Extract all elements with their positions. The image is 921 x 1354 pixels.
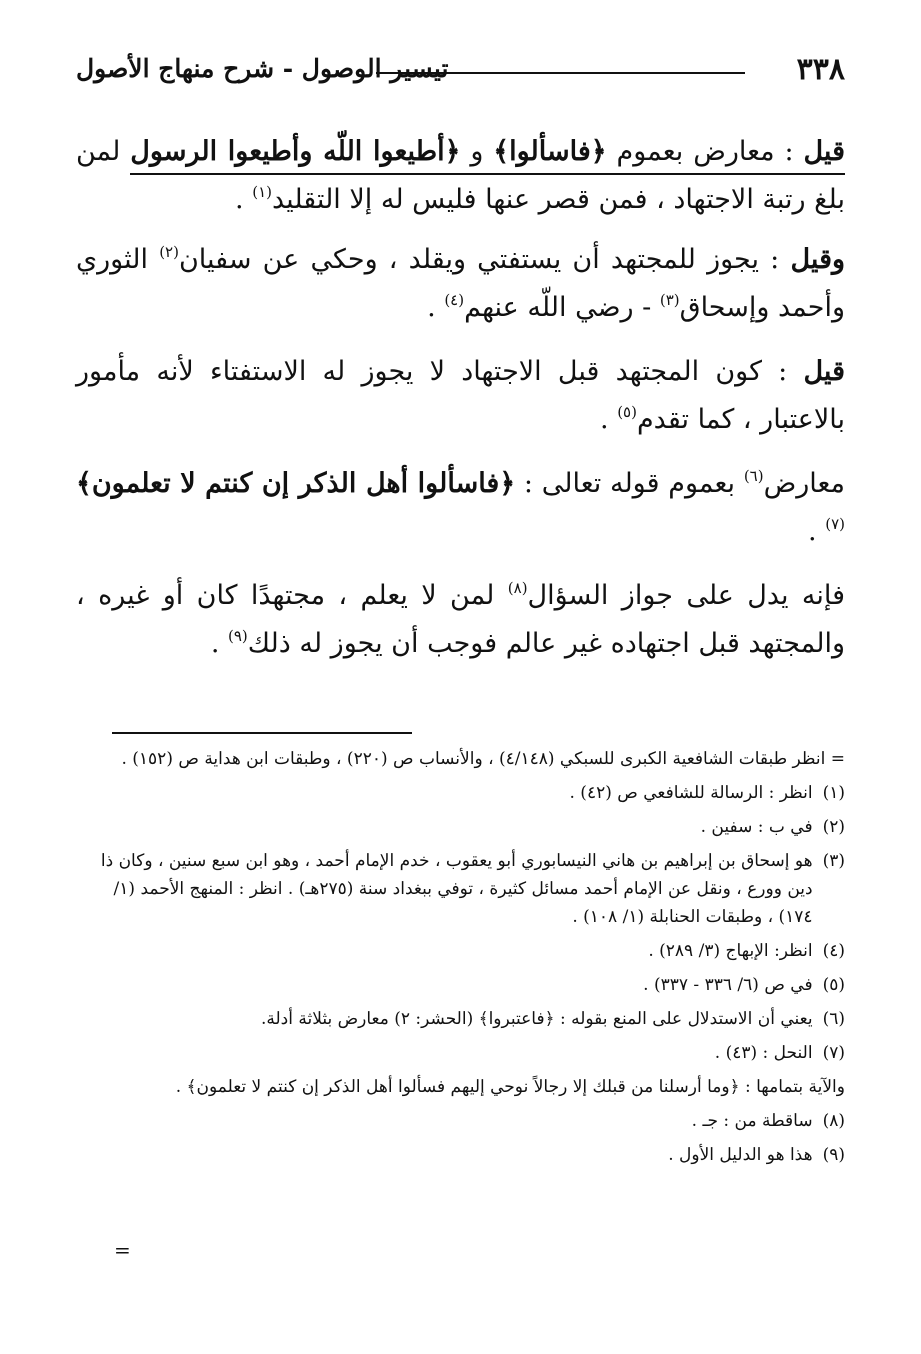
- paragraph-3: [76, 348, 845, 444]
- footnote-ref: (٦): [743, 467, 764, 485]
- text: : يجوز للمجتهد أن يستفتي ويقلد ، وحكي عن سفيان: [178, 244, 791, 275]
- footnote-text: النحل : (٤٣) .: [714, 1043, 813, 1063]
- footnote-6: [76, 1005, 845, 1033]
- text: : كون المجتهد قبل الاجتهاد لا يجوز له الاستفتاء لأنه مأمور بالاعتبار ، كما تقدم: [76, 356, 845, 435]
- quran-quote: ﴿فاسألوا﴾: [493, 136, 607, 167]
- footnote-2: [76, 813, 845, 841]
- text: و: [460, 136, 494, 167]
- footnote-number: (٧): [822, 1043, 845, 1063]
- keyword-waqil: وقيل: [790, 244, 846, 275]
- footnote-number: (٦): [822, 1009, 845, 1029]
- footnote-ref: (٤): [444, 291, 465, 309]
- footnote-7-verse: والآية بتمامها : ﴿وما أرسلنا من قبلك إلا رجالاً نوحي إليهم فسألوا أهل الذكر إن كنتم لا تعلمون﴾ .: [175, 1077, 845, 1097]
- footnote-ref: (٨): [507, 579, 528, 597]
- text: فإنه يدل على جواز السؤال: [527, 580, 845, 611]
- footnote-text: انظر: الإبهاج (٣/ ٢٨٩) .: [648, 941, 813, 961]
- paragraph-1: [76, 128, 845, 224]
- footnote-text: هذا هو الدليل الأول .: [668, 1145, 813, 1165]
- text: الثوري وأحمد وإسحاق: [76, 244, 845, 323]
- text: .: [427, 292, 445, 323]
- paragraph-5: [76, 572, 845, 668]
- footnote-text: يعني أن الاستدلال على المنع بقوله : ﴿فاعتبروا﴾ (الحشر: ٢) معارض بثلاثة أدلة.: [260, 1009, 813, 1029]
- footnote-8: [76, 1107, 845, 1135]
- text: .: [808, 516, 826, 547]
- text: .: [210, 628, 228, 659]
- text: - رضي اللّه عنهم: [464, 292, 660, 323]
- footnote-9: [76, 1141, 845, 1169]
- footnote-5: [76, 971, 845, 999]
- footnote-number: (٥): [822, 975, 845, 995]
- footnote-separator: [112, 732, 412, 734]
- text: لمن لا يعلم ، مجتهدًا كان أو غيره ، والمجتهد قبل اجتهاده غير عالم فوجب أن يجوز له ذلك: [76, 580, 845, 659]
- text: لمن بلغ رتبة الاجتهاد ، فمن قصر عنها فليس له إلا التقليد: [76, 136, 845, 215]
- keyword-qil: قيل: [803, 356, 845, 387]
- text: .: [600, 404, 618, 435]
- footnote-number: (٨): [822, 1111, 845, 1131]
- footnote-number: (٩): [822, 1145, 845, 1165]
- footnote-text: انظر : الرسالة للشافعي ص (٤٢) .: [569, 783, 813, 803]
- footnote-ref: (٣): [659, 291, 680, 309]
- paragraph-2: [76, 236, 845, 332]
- footnote-ref: (٢): [159, 243, 179, 261]
- footnote-3: [76, 847, 845, 931]
- footnote-1: [76, 779, 845, 807]
- footnote-text: ساقطة من : جـ .: [691, 1111, 813, 1131]
- footnote-number: (١): [822, 783, 845, 803]
- text: بعموم قوله تعالى :: [515, 468, 744, 499]
- footnote-text: في ب : سفين .: [700, 817, 813, 837]
- quran-quote: ﴿أطيعوا اللّه وأطيعوا الرسول: [130, 136, 461, 167]
- footnotes: [76, 745, 845, 1175]
- footnote-number: (٢): [822, 817, 845, 837]
- paragraph-4: [76, 460, 845, 556]
- footnote-ref: (٧): [825, 515, 845, 533]
- footnote-4: [76, 937, 845, 965]
- main-text: [76, 128, 845, 684]
- continuation-mark: =: [114, 1238, 131, 1262]
- footnote-ref: (٩): [228, 627, 248, 645]
- footnote-7: [76, 1039, 845, 1067]
- footnote-ref: (٥): [617, 403, 637, 421]
- quran-quote: ﴿فاسألوا أهل الذكر إن كنتم لا تعلمون﴾: [76, 468, 516, 499]
- text: : معارض بعموم: [606, 136, 804, 167]
- page-number: ٣٣٨: [796, 52, 845, 87]
- footnote-text: هو إسحاق بن إبراهيم بن هاني النيسابوري أبو يعقوب ، خدم الإمام أحمد ، وهو ابن سبع سنين ، وكان ذا دين وورع ، ونقل عن الإمام أحمد مسائل كثيرة ، توفي ببغداد سنة (٢٧٥هـ) . انظر : المنهج الأحمد (١/ ١٧٤) ، وطبقات الحنابلة (١/ ١٠٨) .: [100, 851, 813, 927]
- footnote-ref: (١): [252, 183, 272, 201]
- keyword-qil: قيل: [803, 136, 845, 167]
- text: .: [235, 184, 253, 215]
- footnote-number: (٣): [822, 851, 845, 871]
- underlined-segment: [130, 136, 845, 175]
- footnote-continuation: = انظر طبقات الشافعية الكبرى للسبكي (٤/١٤٨) ، والأنساب ص (٢٢٠) ، وطبقات ابن هداية ص (١٥٢) .: [121, 749, 845, 769]
- footnote-text: في ص (٦/ ٣٣٦ - ٣٣٧) .: [643, 975, 813, 995]
- text: معارض: [763, 468, 845, 499]
- page-header: [76, 52, 845, 92]
- footnote-number: (٤): [822, 941, 845, 961]
- running-title: تيسير الوصول - شرح منهاج الأصول: [76, 54, 449, 83]
